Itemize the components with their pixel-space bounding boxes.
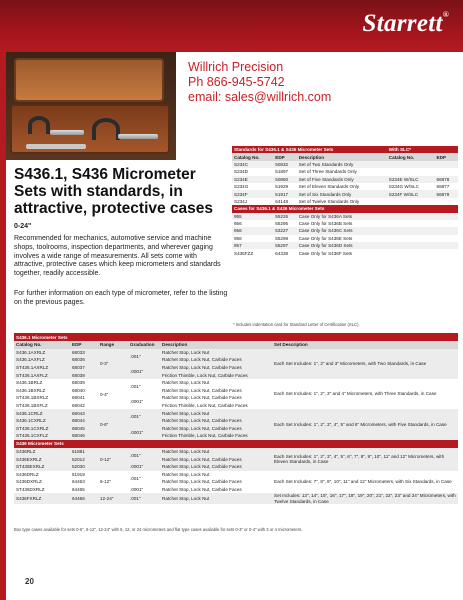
table-row [232,235,458,242]
edp-number: 68039 [72,380,85,386]
description-cell: Ratchet Stop, Lock Nut, Carbide Faces [160,425,272,433]
table-cell [387,213,458,220]
table-cell: S234J [234,198,248,204]
column-header: EDP [435,153,458,160]
table-cell: Set of Eleven Standards Only [298,184,359,190]
table-cell: Case Only for S436D Sets [297,242,387,249]
graduation-cell: .0001" [130,486,144,492]
table-cell: S234G W/SLC [388,184,419,190]
table-row [14,379,458,387]
table-cell: Case Only for S436A Sets [297,213,387,220]
standards-header: Standards for S436.1 & S436 Micrometer Sets [232,146,387,153]
set-description: Each Set Includes: 1", 2", 3" and 4" Micrometers, with Three Standards, in Case [274,391,437,397]
product-photo [6,52,176,160]
table-row [232,220,458,227]
table-cell: 66879 [435,190,458,197]
table-row [232,249,458,256]
column-header: Description [160,341,272,349]
catalog-number: ST436.1CXRLZ [14,425,70,433]
table-cell: 51929 [275,184,289,190]
catalog-number: S436.1BRLZ [16,380,43,386]
catalog-number: S436.1AXRLZ [14,349,70,357]
table-cell: 55295 [275,221,289,227]
column-header: Catalog No. [232,153,273,160]
description-cell: Ratchet Stop, Lock Nut [160,349,272,357]
standards-table [232,146,458,257]
table-cell: Set of Twelve Standards Only [298,198,360,204]
table-cell: 64148 [275,198,289,204]
description-cell: Ratchet Stop, Lock Nut [160,493,272,504]
s436-header: S436 Micrometer Sets [14,440,458,448]
dealer-name: Willrich Precision [188,60,284,74]
table-cell [387,220,458,227]
column-header: Graduation [128,341,160,349]
edp-number: 64465 [72,486,85,492]
standard-rod [26,144,86,149]
range-cell: 6-12" [100,479,111,485]
graduation-cell: .0001" [128,425,160,440]
column-header: EDP [70,341,98,349]
table-cell: Set of Five Standards Only [297,176,387,183]
description-cell: Ratchet Stop, Lock Nut, Carbide Faces [160,455,272,463]
product-further-info: For further information on each type of micrometer, refer to the listing on the previous pages. [14,290,228,306]
micrometer-barrel [50,130,84,135]
table-cell: 55298 [275,235,289,241]
table-cell: Case Only for S436B Sets [298,221,353,227]
edp-number: 68037 [70,364,98,372]
table-cell: 957 [232,242,273,249]
set-description: Set Includes: 13", 14", 15", 16", 17", 18", 19", 20", 21", 22", 23" and 24" Micrometers, with Twelve Standards, in Case [272,493,458,504]
table-cell: S234C [232,161,273,168]
column-header: Catalog No. [14,341,70,349]
catalog-number: S436RLZ [14,448,70,456]
description-cell: Ratchet Stop, Lock Nut, Carbide Faces [162,395,242,401]
range-cell: 0-6" [98,409,128,439]
graduation-cell: .001" [128,349,160,364]
description-cell: Ratchet Stop, Lock Nut, Carbide Faces [162,486,242,492]
description-cell: Ratchet Stop, Lock Nut [160,409,272,417]
description-cell: Friction Thimble, Lock Nut, Carbide Faces [162,403,248,409]
table-row [232,213,458,220]
description-cell: Ratchet Stop, Lock Nut [162,380,210,386]
set-description: Each Set Includes: 1", 2", 3", 4", 5" and 6" Micrometers, with Five Standards, in Case [272,409,458,439]
edp-number: 68046 [70,432,98,440]
s4361-header: S436.1 Micrometer Sets [14,333,458,341]
range-cell: 12-24" [98,493,128,504]
table-cell: Case Only for S436F Sets [298,250,353,256]
table-cell [387,227,458,234]
graduation-cell: .0001" [130,399,144,405]
table-cell [387,242,458,249]
micrometer-sets-table [14,333,458,504]
table-cell: 50860 [273,176,296,183]
edp-number: 68044 [70,417,98,425]
table-cell: 958 [234,235,242,241]
range-cell: 0-4" [100,391,109,397]
graduation-cell: .001" [128,493,160,504]
catalog-number: S436FXRLZ [14,493,70,504]
table-row [232,198,458,205]
product-range: 0-24" [14,223,32,230]
edp-number: 68042 [72,403,85,409]
set-description: Each Set Includes: 1", 2", 3", 4", 5", 6", 7", 8", 9", 10", 11" and 12" Micrometers, with Eleven Standards, in Case [272,448,458,471]
table-row [232,227,458,234]
description-cell: Ratchet Stop, Lock Nut, Carbide Faces [160,463,272,471]
range-cell: 0-12" [98,448,128,471]
edp-number: 68041 [72,395,85,401]
edp-number: 68033 [70,349,98,357]
catalog-number: S436.1CXRLZ [14,417,70,425]
column-header: Catalog No. [387,153,435,160]
set-description: Each Set Includes: 7", 8", 9", 10", 11" and 12" Micrometers, with Six Standards, in Case [274,479,452,485]
edp-number: 52012 [70,455,98,463]
table-row [232,176,458,183]
table-row [232,190,458,197]
table-cell: 956 [234,221,242,227]
catalog-number: ST436.1BXRLZ [16,395,49,401]
table-cell: 55226 [273,213,296,220]
dealer-contact [188,60,331,105]
edp-number: 68040 [72,387,85,393]
table-cell [435,168,458,175]
description-cell: Ratchet Stop, Lock Nut, Carbide Faces [160,417,272,425]
table-cell: 64339 [275,250,289,256]
table-cell: S234D [234,169,249,175]
table-cell: S234E [232,176,273,183]
table-cell: S234F W/SLC [387,190,435,197]
description-cell: Friction Thimble, Lock Nut, Carbide Faces [160,371,272,379]
table-cell: Case Only for S436C Sets [297,227,387,234]
micrometer-frame [92,118,120,140]
table-cell [387,198,435,205]
set-description: Each Set Includes: 1", 2" and 3" Micrometers, with Two Standards, in Case [272,349,458,379]
starrett-logo: Starrett® [362,10,449,37]
page-number: 20 [25,577,34,586]
table-row [14,493,458,504]
edp-number: 64466 [70,493,98,504]
table-cell: Set of Three Standards Only [298,169,357,175]
dealer-email[interactable]: email: sales@willrich.com [188,90,332,104]
micrometer-frame [28,116,50,134]
table-cell [387,249,458,256]
range-cell: 0-3" [98,349,128,379]
catalog-number: S436.1BXRLZ [16,387,46,393]
product-title: S436.1, S436 Micrometer Sets with standards, in attractive, protective cases [14,166,214,217]
table-row [232,168,458,175]
graduation-cell: .001" [130,384,141,390]
cases-header: Cases for S436.1 & S436 Micrometer Sets [232,205,387,212]
column-header: Description [297,153,387,160]
catalog-number: ST436.1AXFLZ [14,371,70,379]
edp-number: 68045 [70,425,98,433]
table-cell: 66878 [435,176,458,183]
catalog-number: S436DRLZ [16,471,39,477]
description-cell: Friction Thimble, Lock Nut, Carbide Faces [160,432,272,440]
table-cell: Set of Two Standards Only [297,161,387,168]
edp-number: 51919 [72,471,85,477]
catalog-number: ST436.1AXRLZ [14,364,70,372]
edp-number: 52030 [70,463,98,471]
catalog-number: ST436.1BXFLZ [16,403,48,409]
table-row [232,183,458,190]
table-cell: 50832 [273,161,296,168]
table-cell: S234G [234,184,249,190]
table-cell: 51917 [273,190,296,197]
catalog-number: ST436DXRLZ [16,486,45,492]
graduation-cell: .001" [128,448,160,463]
description-cell: Ratchet Stop, Lock Nut [162,471,210,477]
description-cell: Ratchet Stop, Lock Nut [160,448,272,456]
case-availability-note: Box type cases available for sets 0-6", 6-12", 12-24" with 6, 12, or 24 micrometers and flat type cases available for sets 0-3" or 0-4" with 3 or 4 micrometers. [14,527,303,532]
edp-number: 68038 [70,371,98,379]
table-cell [387,161,435,168]
table-cell: 51897 [275,169,289,175]
graduation-cell: .0001" [128,364,160,379]
catalog-number: ST436.1CXFLZ [14,432,70,440]
edp-number: 68043 [70,409,98,417]
edp-number: 64463 [72,479,85,485]
table-cell: 55297 [273,242,296,249]
table-cell [435,198,458,205]
table-row [14,409,458,417]
catalog-number: S436.1CRLZ [14,409,70,417]
edp-number: 68036 [70,356,98,364]
table-cell: Set of Six Standards Only [297,190,387,197]
catalog-number: S436EXRLZ [14,455,70,463]
table-cell: 66877 [436,184,450,190]
product-description: Recommended for mechanics, automotive service and machine shops, toolrooms, inspection departments, and wherever gaging involves a wide range of measurements. All sets come with attractive, protective cases which keep micrometers and standards together, readily accessible. [14,235,221,278]
catalog-number: ST436EXRLZ [14,463,70,471]
table-cell: S234F [232,190,273,197]
edp-number: 51881 [70,448,98,456]
description-cell: Ratchet Stop, Lock Nut, Carbide Faces [162,387,242,393]
table-row [232,242,458,249]
column-header: Range [98,341,128,349]
table-cell: 53227 [273,227,296,234]
dealer-phone: Ph 866-945-5742 [188,75,285,89]
table-cell: Case Only for S436E Sets [298,235,353,241]
graduation-cell: .0001" [128,463,160,471]
table-cell [435,161,458,168]
slc-header: With SLC* [387,146,458,153]
table-cell [387,235,458,242]
table-cell: S234E W/SLC [387,176,435,183]
micrometer-barrel [118,134,158,139]
description-cell: Ratchet Stop, Lock Nut, Carbide Faces [160,364,272,372]
table-row [14,448,458,456]
column-header: Set Description [272,341,458,349]
table-cell: 955 [232,213,273,220]
case-lid [14,58,164,102]
table-row [14,349,458,357]
slc-footnote: * Includes indentation card for Standard Letter of Certification (SLC). [233,322,360,327]
description-cell: Ratchet Stop, Lock Nut, Carbide Faces [160,356,272,364]
column-header: EDP [273,153,296,160]
table-row [232,161,458,168]
table-cell: S436FZZ [234,250,254,256]
catalog-number: S436DXRLZ [16,479,42,485]
table-cell: 956 [232,227,273,234]
graduation-cell: .001" [130,475,141,481]
table-row [14,471,458,479]
catalog-number: S436.1AXFLZ [14,356,70,364]
table-cell [387,168,435,175]
cases-header-blank [387,205,458,212]
graduation-cell: .001" [128,409,160,424]
description-cell: Ratchet Stop, Lock Nut, Carbide Faces [162,479,242,485]
